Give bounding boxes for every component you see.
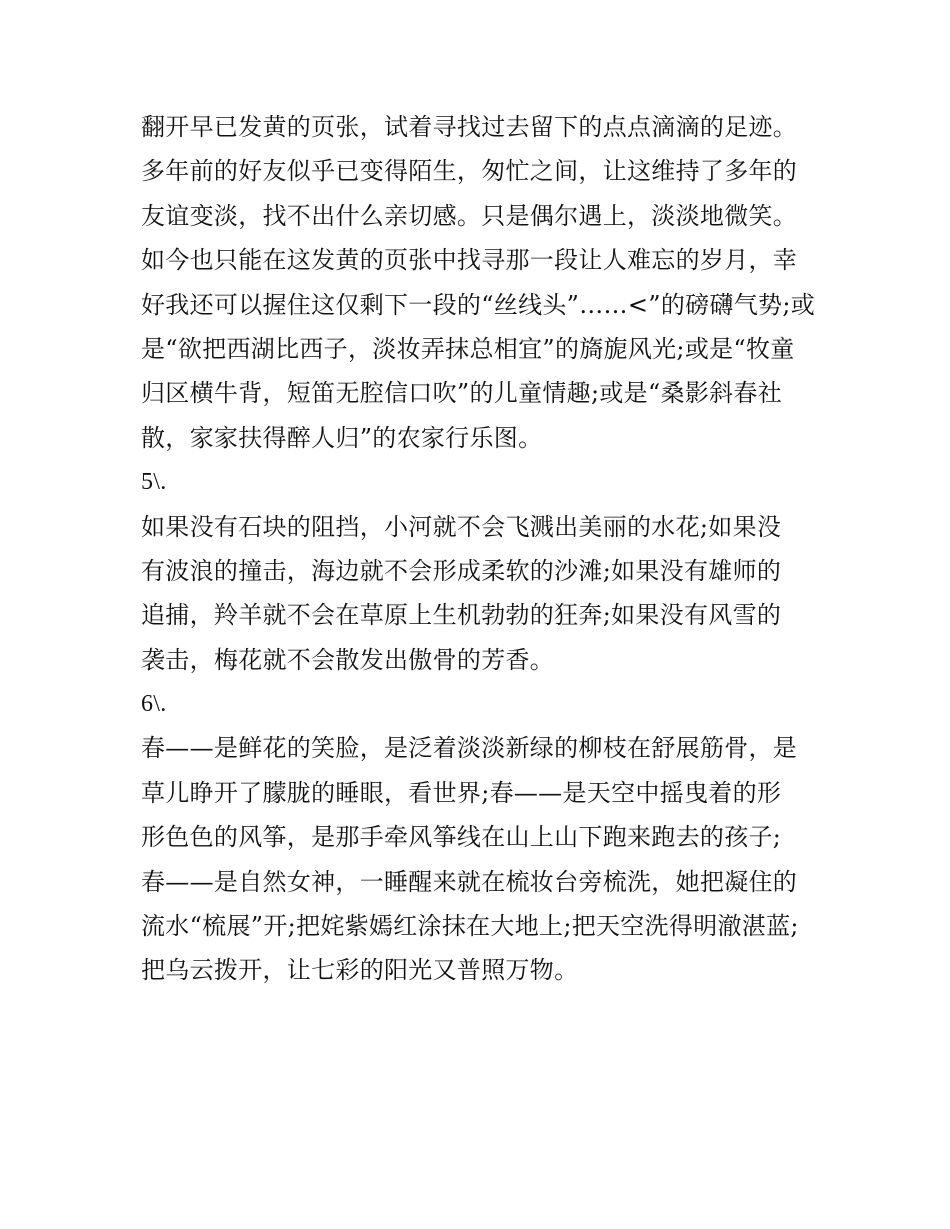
text-line: 如今也只能在这发黄的页张中找寻那一段让人难忘的岁月，幸 [141, 246, 798, 275]
text-line: 友谊变淡，找不出什么亲切感。只是偶尔遇上，淡淡地微笑。 [141, 201, 798, 230]
text-line: 有波浪的撞击，海边就不会形成柔软的沙滩;如果没有雄师的 [141, 556, 782, 585]
text-line: 翻开早已发黄的页张，试着寻找过去留下的点点滴滴的足迹。 [141, 113, 798, 141]
text-line: 追捕，羚羊就不会在草原上生机勃勃的狂奔;如果没有风雪的 [141, 601, 782, 630]
text-line: 春——是鲜花的笑脸，是泛着淡淡新绿的柳枝在舒展筋骨，是 [141, 734, 798, 763]
text-line: 好我还可以握住这仅剩下一段的“丝线头”……<”的磅礴气势;或 [141, 290, 816, 319]
text-line: 散，家家扶得醉人归”的农家行乐图。 [141, 423, 543, 452]
text-line: 春——是自然女神，一睡醒来就在梳妆台旁梳洗，她把凝住的 [141, 867, 798, 896]
section-number: 5\. [141, 469, 167, 496]
text-line: 把乌云拨开，让七彩的阳光又普照万物。 [141, 956, 579, 985]
text-line: 归区横牛背，短笛无腔信口吹”的儿童情趣;或是“桑影斜春社 [141, 379, 783, 408]
text-line: 形色色的风筝，是那手牵风筝线在山上山下跑来跑去的孩子; [141, 823, 782, 852]
document-body [141, 105, 821, 993]
text-line: 袭击，梅花就不会散发出傲骨的芳香。 [141, 645, 555, 674]
text-line: 流水“梳展”开;把姹紫嫣红涂抹在大地上;把天空洗得明澈湛蓝; [141, 912, 799, 941]
text-line: 如果没有石块的阻挡，小河就不会飞溅出美丽的水花;如果没 [141, 512, 782, 541]
text-line: 是“欲把西湖比西子，淡妆弄抹总相宜”的旖旎风光;或是“牧童 [141, 334, 795, 363]
section-number: 6\. [141, 691, 167, 718]
text-line: 多年前的好友似乎已变得陌生，匆忙之间，让这维持了多年的 [141, 157, 798, 186]
text-line: 草儿睁开了朦胧的睡眼，看世界;春——是天空中摇曳着的形 [141, 778, 782, 807]
